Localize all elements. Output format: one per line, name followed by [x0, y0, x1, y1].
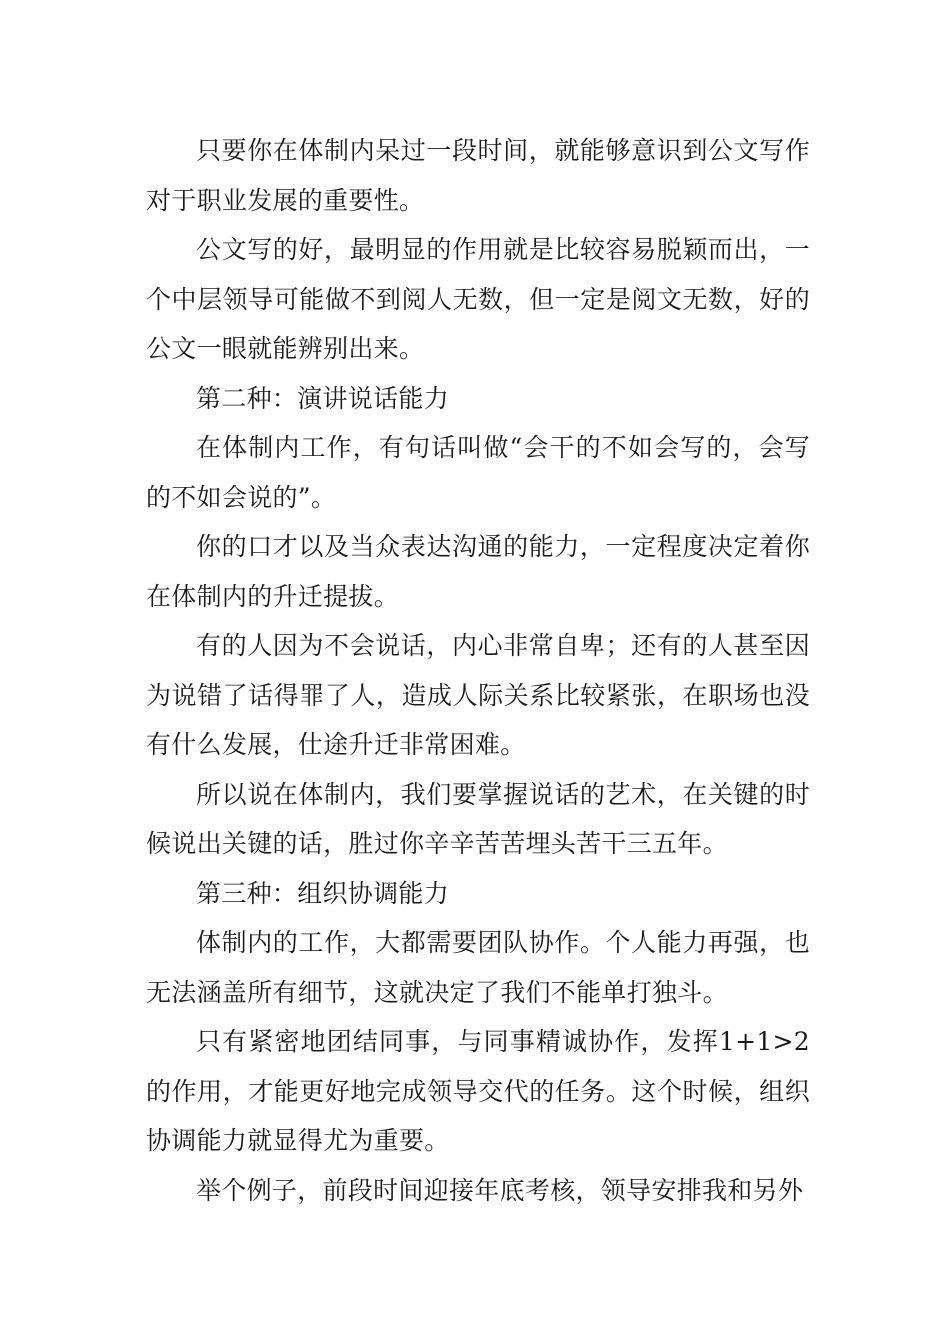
paragraph-3: 在体制内工作，有句话叫做“会干的不如会写的，会写的不如会说的”。	[146, 433, 810, 512]
paragraph-6: 所以说在体制内，我们要掌握说话的艺术，在关键的时候说出关键的话，胜过你辛辛苦苦埋头苦干三五年。	[146, 779, 810, 858]
paragraph-2: 公文写的好，最明显的作用就是比较容易脱颖而出，一个中层领导可能做不到阅人无数，但一定是阅文无数，好的公文一眼就能辨别出来。	[146, 235, 810, 363]
section-heading-2: 第二种：演讲说话能力	[196, 383, 450, 413]
section-heading-3: 第三种：组织协调能力	[196, 878, 450, 908]
paragraph-1: 只要你在体制内呆过一段时间，就能够意识到公文写作对于职业发展的重要性。	[146, 136, 810, 215]
paragraph-8: 只有紧密地团结同事，与同事精诚协作，发挥1+1>2的作用，才能更好地完成领导交代的任务。这个时候，组织协调能力就显得尤为重要。	[146, 1027, 810, 1155]
paragraph-4: 你的口才以及当众表达沟通的能力，一定程度决定着你在体制内的升迁提拔。	[146, 532, 810, 611]
paragraph-9: 举个例子，前段时间迎接年底考核，领导安排我和另外	[196, 1175, 804, 1205]
paragraph-5: 有的人因为不会说话，内心非常自卑；还有的人甚至因为说错了话得罪了人，造成人际关系比较紧张，在职场也没有什么发展，仕途升迁非常困难。	[146, 631, 810, 759]
paragraph-7: 体制内的工作，大都需要团队协作。个人能力再强，也无法涵盖所有细节，这就决定了我们不能单打独斗。	[146, 928, 810, 1007]
document-body	[146, 126, 810, 1215]
